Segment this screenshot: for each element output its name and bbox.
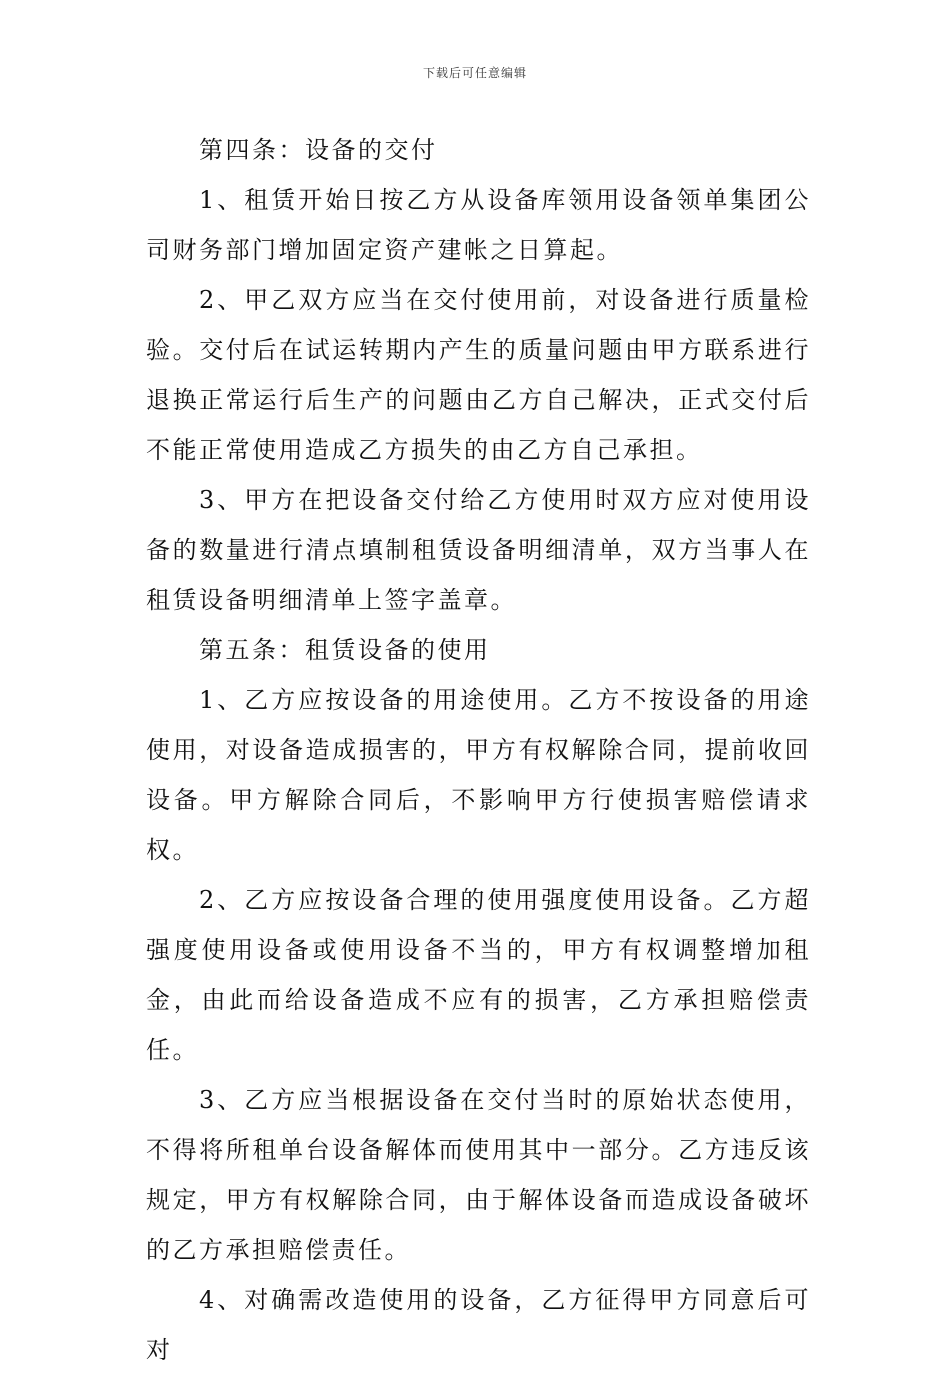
article-5-clause-4: 4、对确需改造使用的设备，乙方征得甲方同意后可对	[146, 1286, 811, 1364]
article-4-clause-1: 1、租赁开始日按乙方从设备库领用设备领单集团公司财务部门增加固定资产建帐之日算起。	[146, 186, 811, 264]
article-5-clause-1: 1、乙方应按设备的用途使用。乙方不按设备的用途使用，对设备造成损害的，甲方有权解除合同，提前收回设备。甲方解除合同后，不影响甲方行使损害赔偿请求权。	[146, 686, 811, 864]
article-4-clause-3: 3、甲方在把设备交付给乙方使用时双方应对使用设备的数量进行清点填制租赁设备明细清单，双方当事人在租赁设备明细清单上签字盖章。	[146, 486, 811, 614]
article-4-clause-2: 2、甲乙双方应当在交付使用前，对设备进行质量检验。交付后在试运转期内产生的质量问题由甲方联系进行退换正常运行后生产的问题由乙方自己解决，正式交付后不能正常使用造成乙方损失的由乙方自己承担。	[146, 286, 811, 464]
page-header-note: 下载后可任意编辑	[422, 66, 527, 80]
document-body	[146, 125, 811, 1375]
article-5-clause-3: 3、乙方应当根据设备在交付当时的原始状态使用，不得将所租单台设备解体而使用其中一部分。乙方违反该规定，甲方有权解除合同，由于解体设备而造成设备破坏的乙方承担赔偿责任。	[146, 1086, 811, 1264]
article-5-heading: 第五条：租赁设备的使用	[199, 636, 491, 664]
article-5-clause-2: 2、乙方应按设备合理的使用强度使用设备。乙方超强度使用设备或使用设备不当的，甲方有权调整增加租金，由此而给设备造成不应有的损害，乙方承担赔偿责任。	[146, 886, 811, 1064]
article-4-heading: 第四条：设备的交付	[199, 136, 438, 164]
